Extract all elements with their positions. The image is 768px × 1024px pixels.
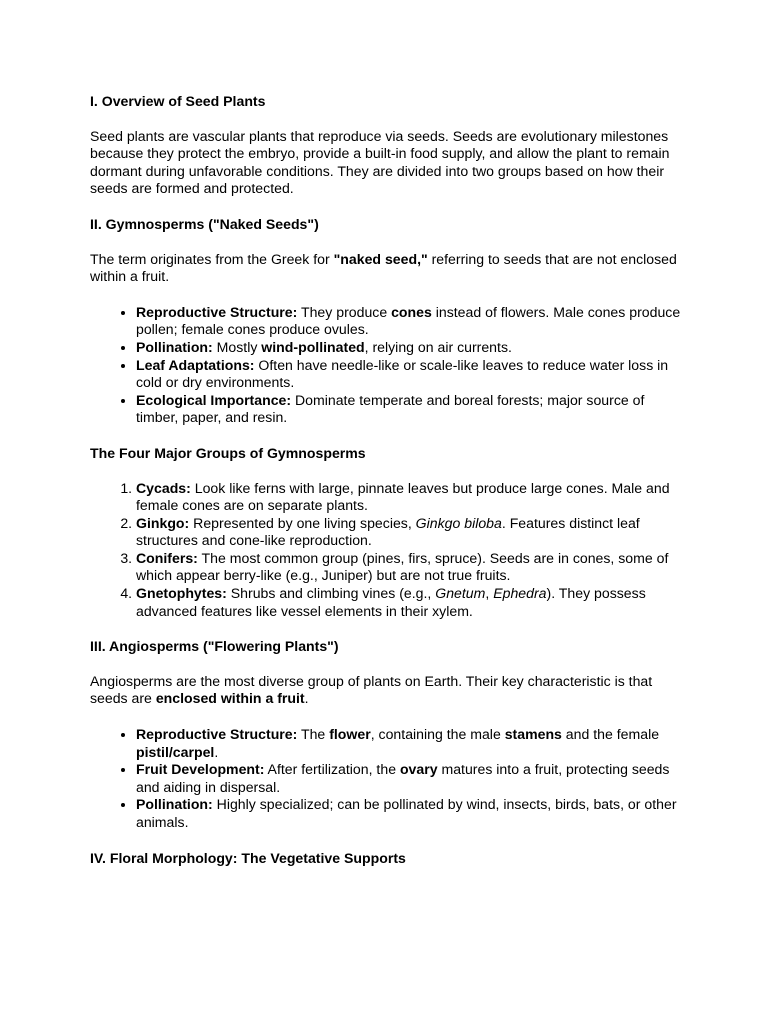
list-item: • Reproductive Structure: They produce cones instead of flowers. Male cones produce pollen; female cones produce ovules. bbox=[136, 304, 690, 339]
angiosperm-traits-list bbox=[90, 726, 690, 832]
overview-paragraph: Seed plants are vascular plants that reproduce via seeds. Seeds are evolutionary milestones because they protect the embryo, provide a built-in food supply, and allow the plant to remain dormant during unfavorable conditions. They are divided into two groups based on how their seeds are formed and protected. bbox=[90, 127, 670, 197]
list-item: 1. Cycads: Look like ferns with large, pinnate leaves but produce large cones. Male and female cones are on separate plants. bbox=[136, 480, 690, 515]
document-page bbox=[90, 93, 690, 867]
list-item: • Reproductive Structure: The flower, containing the male stamens and the female pistil/carpel. bbox=[136, 726, 690, 761]
section-heading-gymnosperm-groups: The Four Major Groups of Gymnosperms bbox=[90, 444, 366, 461]
list-item: • Leaf Adaptations: Often have needle-like or scale-like leaves to reduce water loss in cold or dry environments. bbox=[136, 357, 690, 392]
section-heading-overview: I. Overview of Seed Plants bbox=[90, 93, 266, 109]
gymnosperm-traits-list bbox=[90, 304, 690, 427]
gymnosperm-groups-list bbox=[90, 480, 690, 621]
list-item: • Pollination: Highly specialized; can be pollinated by wind, insects, birds, bats, or other animals. bbox=[136, 796, 690, 831]
section-heading-angiosperms: III. Angiosperms ("Flowering Plants") bbox=[90, 638, 339, 655]
list-item: • Ecological Importance: Dominate temperate and boreal forests; major source of timber, paper, and resin. bbox=[136, 392, 690, 427]
list-item: 2. Ginkgo: Represented by one living species, Ginkgo biloba. Features distinct leaf structures and cone-like reproduction. bbox=[136, 515, 690, 550]
list-item: 3. Conifers: The most common group (pines, firs, spruce). Seeds are in cones, some of which appear berry-like (e.g., Juniper) but are not true fruits. bbox=[136, 550, 690, 585]
list-item: 4. Gnetophytes: Shrubs and climbing vines (e.g., Gnetum, Ephedra). They possess advanced features like vessel elements in their xylem. bbox=[136, 585, 690, 620]
gymnosperms-intro: The term originates from the Greek for "naked seed," referring to seeds that are not enclosed within a fruit. bbox=[90, 250, 677, 285]
list-item: • Pollination: Mostly wind-pollinated, relying on air currents. bbox=[136, 339, 690, 357]
section-heading-gymnosperms: II. Gymnosperms ("Naked Seeds") bbox=[90, 215, 319, 232]
section-heading-floral-morphology: IV. Floral Morphology: The Vegetative Supports bbox=[90, 849, 406, 866]
angiosperms-intro: Angiosperms are the most diverse group of plants on Earth. Their key characteristic is that seeds are enclosed within a fruit. bbox=[90, 672, 653, 707]
list-item: • Fruit Development: After fertilization, the ovary matures into a fruit, protecting seeds and aiding in dispersal. bbox=[136, 761, 690, 796]
